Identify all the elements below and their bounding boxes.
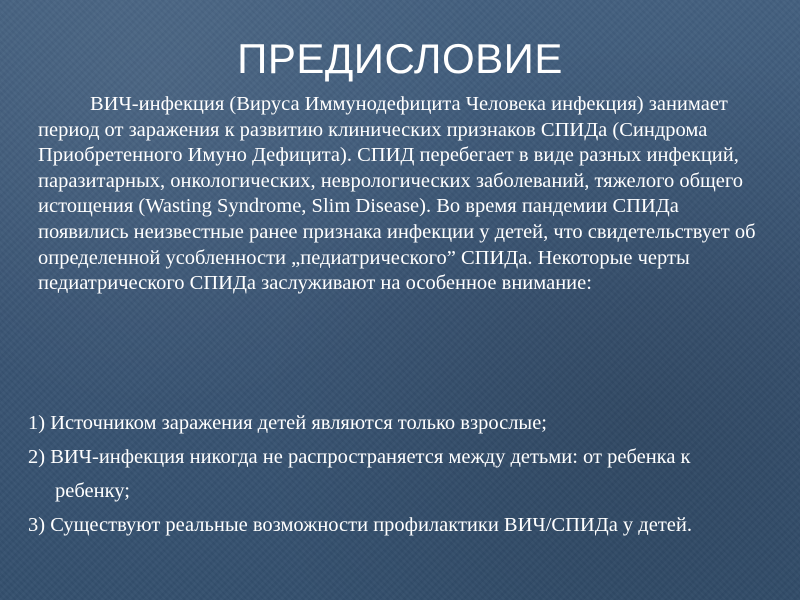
slide-title: ПРЕДИСЛОВИЕ — [237, 35, 563, 82]
list-item-2: 2) ВИЧ-инфекция никогда не распространяется между детьми: от ребенка к ребенку; — [28, 446, 691, 502]
list-item-3: 3) Существуют реальные возможности профилактики ВИЧ/СПИДа у детей. — [28, 514, 692, 536]
list-item-1: 1) Источником заражения детей являются только взрослые; — [28, 412, 547, 434]
intro-paragraph: ВИЧ-инфекция (Вируса Иммунодефицита Человека инфекция) занимает период от заражения к развитию клинических признаков СПИДа (Синдрома Приобретенного Имуно Дефицита). СПИД перебегает в виде разных инфекций, паразитарных, онкологических, неврологических заболеваний, тяжелого общего истощения (Wasting Syndrome, Slim Disease). Во время пандемии СПИДа появились неизвестные ранее признака инфекции у детей, что свидетельствует об определенной усобленности „педиатрического” СПИДа. Некоторые черты педиатрического СПИДа заслуживают на особенное внимание: — [38, 93, 756, 295]
feature-list — [28, 406, 768, 542]
